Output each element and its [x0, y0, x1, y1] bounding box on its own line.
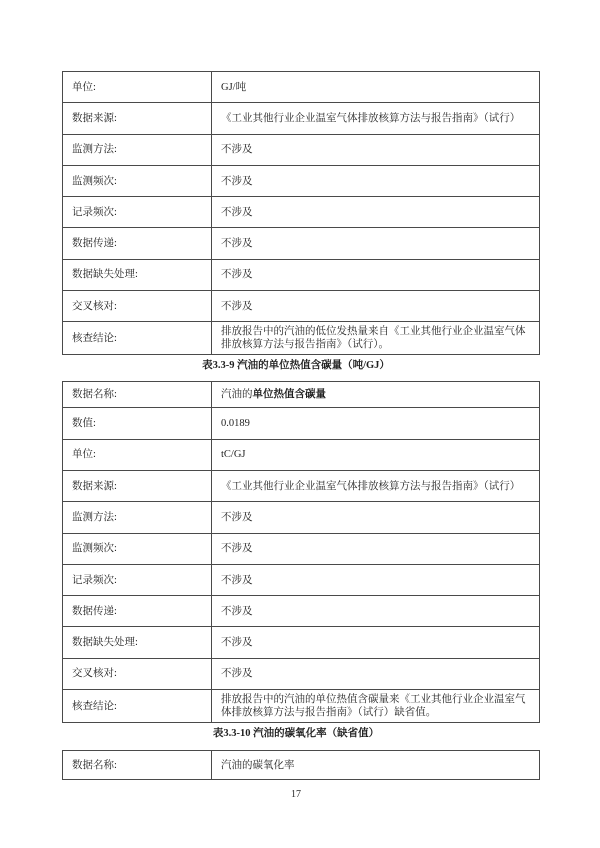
- table-row: [63, 751, 540, 780]
- row-value: 《工业其他行业企业温室气体排放核算方法与报告指南》（试行）: [221, 480, 521, 492]
- row-value-cell: [212, 658, 540, 689]
- row-label: 数值:: [72, 418, 96, 430]
- row-value: 不涉及: [221, 574, 253, 586]
- row-label-cell: [63, 502, 212, 533]
- row-label-cell: [63, 165, 212, 196]
- row-value-cell: [212, 103, 540, 134]
- row-label-cell: [63, 134, 212, 165]
- row-label-cell: [63, 408, 212, 439]
- table-row: [63, 408, 540, 439]
- spacer: [62, 373, 530, 381]
- row-value-cell: [212, 596, 540, 627]
- table-row: [63, 502, 540, 533]
- table-caption: 表3.3-9 汽油的单位热值含碳量（吨/GJ）: [202, 360, 390, 372]
- row-value: 不涉及: [221, 206, 253, 218]
- row-label-cell: [63, 533, 212, 564]
- row-label: 数据缺失处理:: [72, 269, 138, 281]
- row-label: 单位:: [72, 81, 96, 93]
- row-value-cell: [212, 470, 540, 501]
- table-row: [63, 627, 540, 658]
- table-row: [63, 564, 540, 595]
- row-label-cell: [63, 291, 212, 322]
- row-value: GJ/吨: [221, 81, 247, 93]
- data-table-oxidation-rate: [62, 750, 540, 780]
- row-value: 排放报告中的汽油的单位热值含碳量来《工业其他行业企业温室气体排放核算方法与报告指南》（试行）缺省值。: [221, 694, 526, 719]
- row-label-cell: [63, 228, 212, 259]
- row-label-cell: [63, 439, 212, 470]
- row-value-cell: [212, 439, 540, 470]
- row-label-cell: [63, 72, 212, 103]
- row-value: 不涉及: [221, 175, 253, 187]
- table-row: [63, 439, 540, 470]
- row-label: 核查结论:: [72, 332, 117, 344]
- table-row: [63, 134, 540, 165]
- table-row: [63, 596, 540, 627]
- row-value-cell: [212, 533, 540, 564]
- row-label: 数据传递:: [72, 605, 117, 617]
- row-label-cell: [63, 103, 212, 134]
- row-value-cell: [212, 382, 540, 408]
- table-row: [63, 533, 540, 564]
- row-label: 交叉核对:: [72, 300, 117, 312]
- table-row: [63, 259, 540, 290]
- row-value-cell: [212, 291, 540, 322]
- row-value-cell: [212, 502, 540, 533]
- row-value-cell: [212, 408, 540, 439]
- row-label-cell: [63, 596, 212, 627]
- table-caption: 表3.3-10 汽油的碳氧化率（缺省值）: [212, 728, 380, 740]
- row-label: 监测方法:: [72, 144, 117, 156]
- row-label-cell: [63, 259, 212, 290]
- row-label-cell: [63, 690, 212, 723]
- row-value-cell: [212, 165, 540, 196]
- row-value: 不涉及: [221, 637, 253, 649]
- row-value-cell: [212, 690, 540, 723]
- spacer: [62, 741, 530, 750]
- table-row: [63, 165, 540, 196]
- row-label: 数据来源:: [72, 480, 117, 492]
- table-row: [63, 470, 540, 501]
- row-label: 记录频次:: [72, 574, 117, 586]
- table-row: [63, 228, 540, 259]
- row-value: 《工业其他行业企业温室气体排放核算方法与报告指南》（试行）: [221, 112, 521, 124]
- row-value-bold: 单位热值含碳量: [252, 389, 326, 401]
- table-row: [63, 197, 540, 228]
- row-value: tC/GJ: [221, 449, 246, 461]
- row-value: 0.0189: [221, 418, 250, 430]
- row-value: 不涉及: [221, 300, 253, 312]
- row-value-cell: [212, 72, 540, 103]
- row-value: 汽油的碳氧化率: [221, 759, 295, 771]
- row-label: 数据传递:: [72, 238, 117, 250]
- table-row: [63, 658, 540, 689]
- row-value: 排放报告中的汽油的低位发热量来自《工业其他行业企业温室气体排放核算方法与报告指南》（试行）。: [221, 326, 526, 351]
- table-row: [63, 690, 540, 723]
- row-label: 监测方法:: [72, 511, 117, 523]
- row-value-cell: [212, 228, 540, 259]
- row-label-cell: [63, 382, 212, 408]
- row-value: 不涉及: [221, 238, 253, 250]
- table-row: [63, 291, 540, 322]
- row-label-cell: [63, 658, 212, 689]
- row-label: 单位:: [72, 449, 96, 461]
- row-label: 数据来源:: [72, 112, 117, 124]
- row-label: 核查结论:: [72, 700, 117, 712]
- row-value: 不涉及: [221, 605, 253, 617]
- row-label: 数据缺失处理:: [72, 637, 138, 649]
- row-value-cell: [212, 134, 540, 165]
- row-value-cell: [212, 751, 540, 780]
- row-value: 不涉及: [221, 511, 253, 523]
- row-label: 监测频次:: [72, 175, 117, 187]
- row-value-cell: [212, 564, 540, 595]
- row-label: 监测频次:: [72, 543, 117, 555]
- row-label-cell: [63, 627, 212, 658]
- table-row: [63, 72, 540, 103]
- row-value: 不涉及: [221, 144, 253, 156]
- table-row: [63, 103, 540, 134]
- row-label: 记录频次:: [72, 206, 117, 218]
- row-value-cell: [212, 627, 540, 658]
- row-value-cell: [212, 259, 540, 290]
- row-value: 不涉及: [221, 269, 253, 281]
- row-label: 数据名称:: [72, 759, 117, 771]
- row-value: 汽油的: [221, 389, 253, 401]
- row-label: 交叉核对:: [72, 668, 117, 680]
- data-table-carbon-content: [62, 381, 540, 723]
- row-value: 不涉及: [221, 668, 253, 680]
- row-value-cell: [212, 322, 540, 355]
- data-table-low-heating-value: [62, 71, 540, 355]
- page-content: [62, 71, 530, 800]
- row-label-cell: [63, 197, 212, 228]
- row-label: 数据名称:: [72, 389, 117, 401]
- row-label-cell: [63, 564, 212, 595]
- page-number: 17: [291, 789, 301, 801]
- row-value: 不涉及: [221, 543, 253, 555]
- row-label-cell: [63, 470, 212, 501]
- table-row: [63, 382, 540, 408]
- row-label-cell: [63, 751, 212, 780]
- row-value-cell: [212, 197, 540, 228]
- table-row: [63, 322, 540, 355]
- row-label-cell: [63, 322, 212, 355]
